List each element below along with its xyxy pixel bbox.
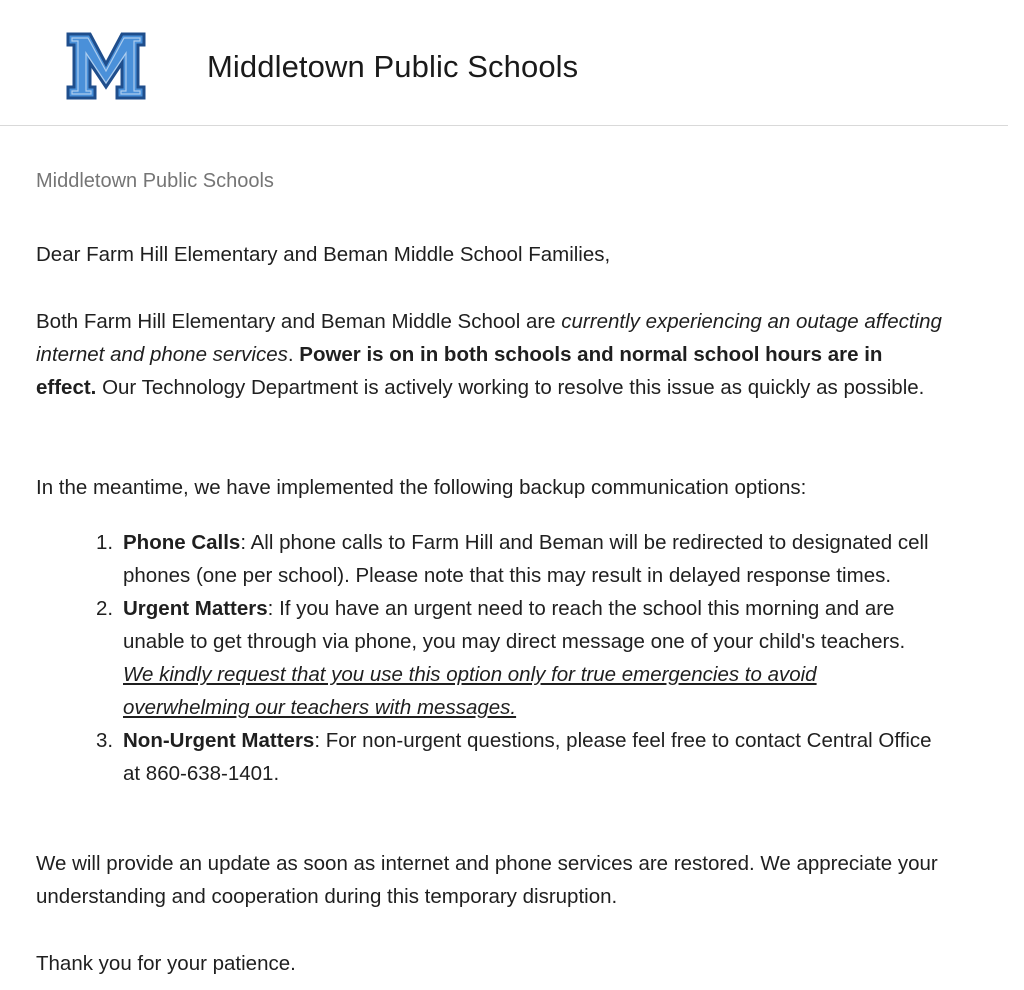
intro-text: Both Farm Hill Elementary and Beman Middle School are	[36, 310, 562, 333]
intro-text: Our Technology Department is actively working to resolve this issue as quickly as possible.	[96, 376, 925, 399]
intro-power-bold: Power is on in both schools and normal school hours are in effect.	[36, 343, 883, 399]
list-number: 3.	[96, 729, 114, 752]
option-text: : For non-urgent questions, please feel free to contact Central Office at 860-638-1401.	[123, 729, 932, 785]
list-number: 1.	[96, 531, 114, 554]
meantime-paragraph: In the meantime, we have implemented the following backup communication options:	[36, 476, 807, 499]
option-title: Non-Urgent Matters	[123, 729, 315, 752]
list-item	[86, 526, 936, 592]
intro-text: .	[287, 343, 300, 366]
option-text: : All phone calls to Farm Hill and Beman will be redirected to designated cell phones (one per school). Please note that this may result in delayed response times.	[123, 531, 929, 587]
list-item	[86, 592, 936, 724]
list-number: 2.	[96, 597, 114, 620]
intro-outage-italic: currently experiencing an outage affecting internet and phone services	[36, 310, 942, 366]
greeting: Dear Farm Hill Elementary and Beman Middle School Families,	[36, 243, 611, 266]
closing-thanks: Thank you for your patience.	[36, 952, 296, 975]
header-title: Middletown Public Schools	[207, 49, 579, 84]
email-header	[0, 0, 1008, 126]
list-item	[86, 724, 936, 790]
intro-paragraph	[36, 305, 946, 404]
backup-options-list	[86, 526, 936, 790]
school-logo-icon	[65, 31, 147, 101]
option-emphasis: We kindly request that you use this option only for true emergencies to avoid overwhelming our teachers with messages.	[123, 663, 817, 719]
update-paragraph: We will provide an update as soon as internet and phone services are restored. We appreciate your understanding and cooperation during this temporary disruption.	[36, 852, 938, 908]
option-text: : If you have an urgent need to reach the school this morning and are unable to get through via phone, you may direct message one of your child's teachers.	[123, 597, 906, 653]
sender-name: Middletown Public Schools	[36, 170, 274, 192]
option-title: Urgent Matters	[123, 597, 268, 620]
option-title: Phone Calls	[123, 531, 241, 554]
